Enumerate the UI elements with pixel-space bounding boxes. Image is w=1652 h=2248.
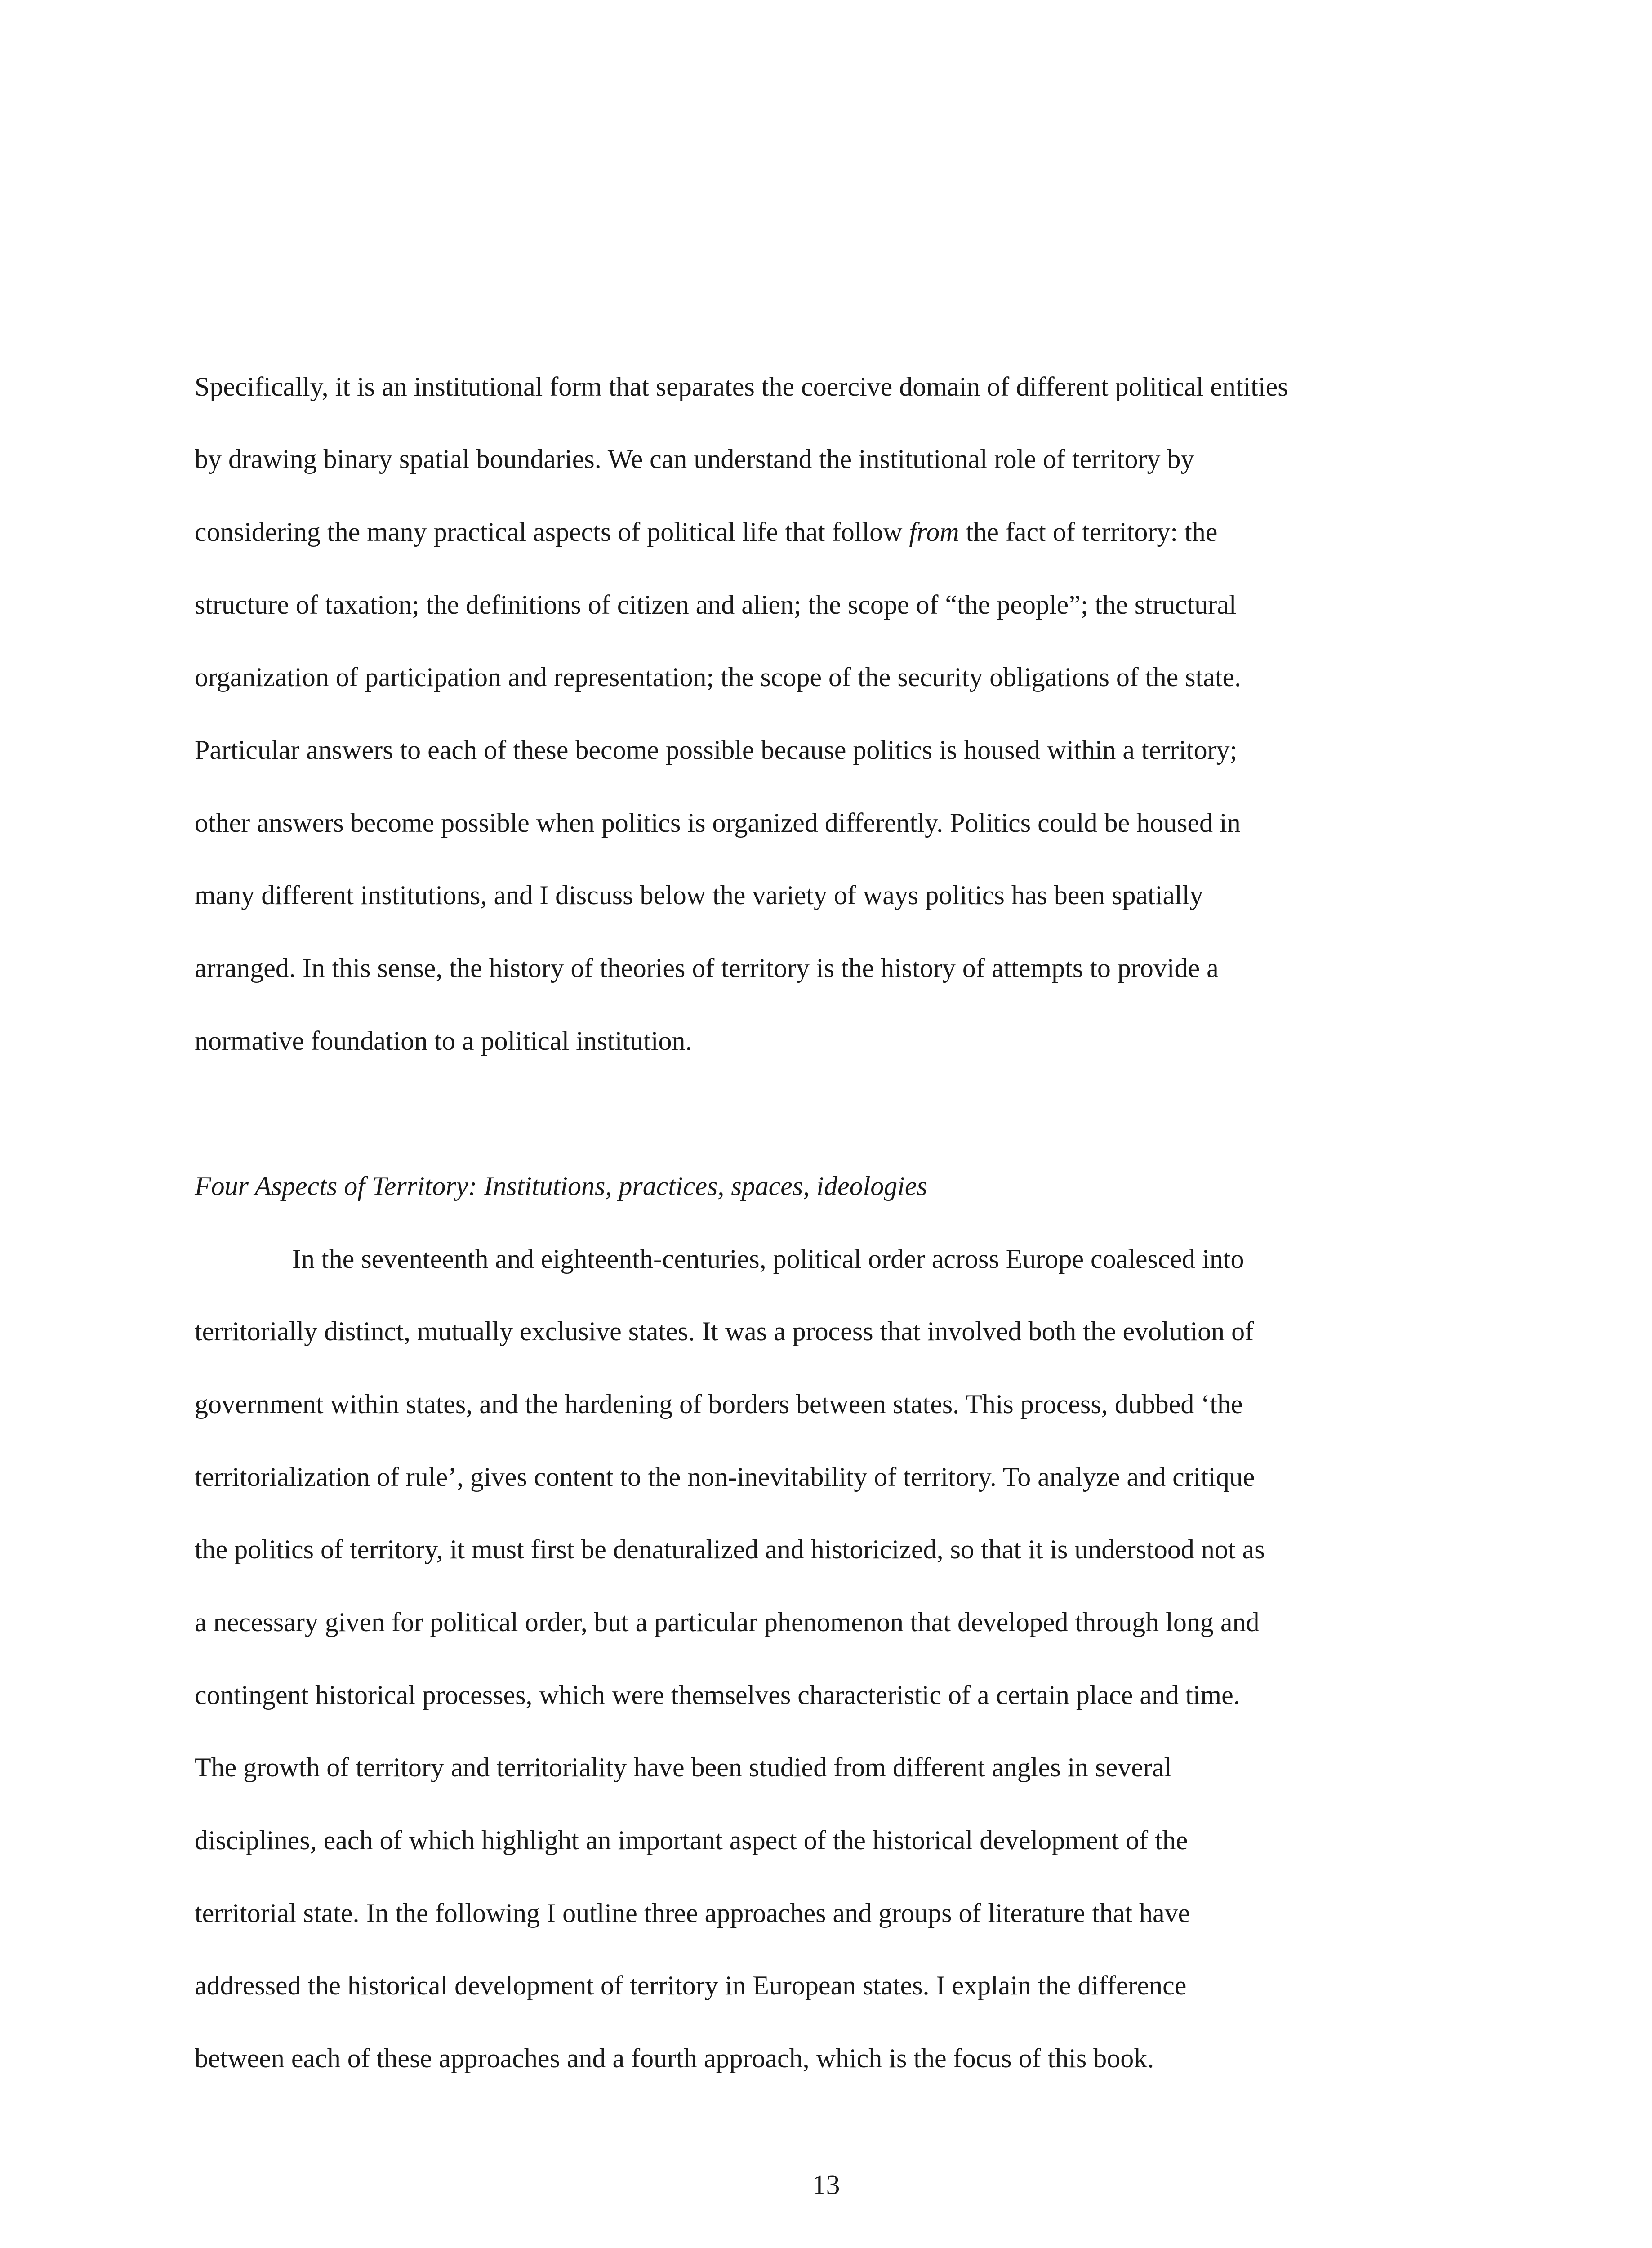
text-line: the politics of territory, it must first be denaturalized and historicized, so that it is understood not as — [195, 1534, 1265, 1564]
text-run: considering the many practical aspects of political life that follow — [195, 517, 909, 547]
text-line: addressed the historical development of territory in European states. I explain the difference — [195, 1971, 1187, 2000]
text-line: many different institutions, and I discuss below the variety of ways politics has been spatially — [195, 880, 1203, 910]
text-line: The growth of territory and territoriality have been studied from different angles in several — [195, 1753, 1172, 1782]
emphasis-text: from — [909, 517, 959, 547]
text-line: between each of these approaches and a fourth approach, which is the focus of this book. — [195, 2043, 1154, 2073]
section-heading: Four Aspects of Territory: Institutions, practices, spaces, ideologies — [195, 1171, 927, 1201]
page-number: 13 — [812, 2170, 840, 2200]
text-line: In the seventeenth and eighteenth-centuries, political order across Europe coalesced into — [292, 1244, 1244, 1274]
text-line: Particular answers to each of these become possible because politics is housed within a territory; — [195, 735, 1238, 765]
text-line: disciplines, each of which highlight an important aspect of the historical development of the — [195, 1825, 1188, 1855]
text-line: territorial state. In the following I outline three approaches and groups of literature that have — [195, 1898, 1190, 1928]
text-run: the fact of territory: the — [959, 517, 1218, 547]
text-line: arranged. In this sense, the history of theories of territory is the history of attempts to provide a — [195, 953, 1219, 983]
text-line: a necessary given for political order, but a particular phenomenon that developed through long and — [195, 1607, 1260, 1637]
text-line: territorially distinct, mutually exclusive states. It was a process that involved both the evolution of — [195, 1316, 1254, 1346]
text-line: organization of participation and representation; the scope of the security obligations of the state. — [195, 662, 1242, 692]
text-line: other answers become possible when politics is organized differently. Politics could be housed in — [195, 808, 1241, 838]
text-line: contingent historical processes, which were themselves characteristic of a certain place and time. — [195, 1680, 1240, 1710]
text-line: structure of taxation; the definitions of citizen and alien; the scope of “the people”; the structural — [195, 590, 1237, 620]
text-line — [195, 514, 1217, 550]
text-line: government within states, and the hardening of borders between states. This process, dubbed ‘the — [195, 1389, 1243, 1419]
text-line: Specifically, it is an institutional form that separates the coercive domain of different political entities — [195, 372, 1288, 401]
text-line: by drawing binary spatial boundaries. We can understand the institutional role of territory by — [195, 444, 1194, 474]
text-line: territorialization of rule’, gives content to the non-inevitability of territory. To analyze and critique — [195, 1462, 1255, 1492]
text-line: normative foundation to a political institution. — [195, 1026, 692, 1056]
